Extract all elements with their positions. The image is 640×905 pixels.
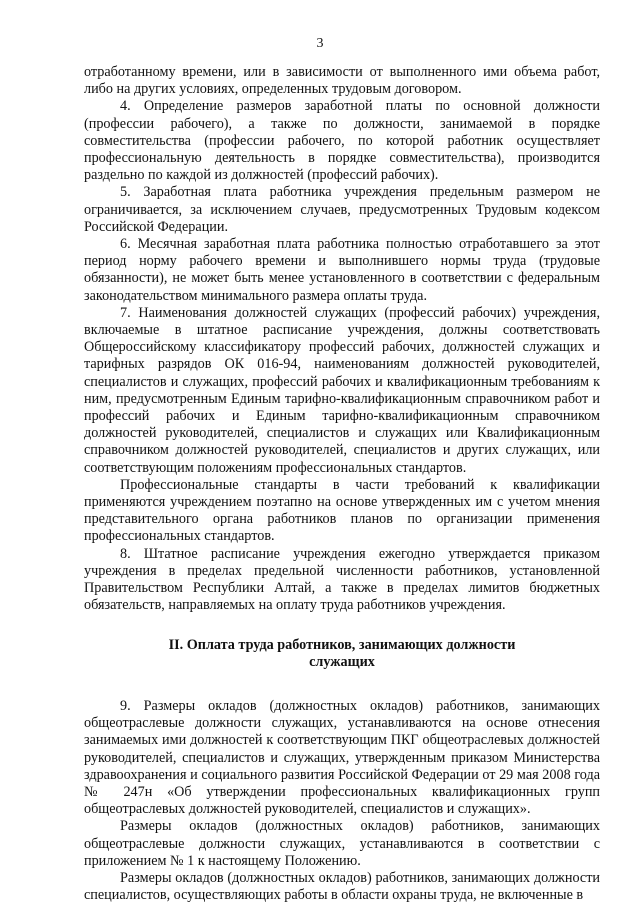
paragraph-professional-standards: Профессиональные стандарты в части требований к квалификации применяются учреждением поэтапно на основе утвержденных им с учетом мнения представительного органа работников планов по организации применения профессиональных стандартов.: [84, 476, 600, 545]
paragraph-labor-safety: Размеры окладов (должностных окладов) работников, занимающих должности специалистов, осуществляющих работы в области охраны труда, не включенные в: [84, 869, 600, 904]
section-title: [84, 637, 600, 671]
paragraph-item-8: 8. Штатное расписание учреждения ежегодно утверждается приказом учреждения в пределах предельной численности работников, установленной Правительством Республики Алтай, а также в пределах лимитов бюджетных обязательств, направляемых на оплату труда работников учреждения.: [84, 545, 600, 614]
paragraph-salary-appendix: Размеры окладов (должностных окладов) работников, занимающих общеотраслевые должности служащих, устанавливаются в соответствии с приложением № 1 к настоящему Положению.: [84, 818, 600, 869]
page-number: 3: [316, 36, 324, 51]
paragraph-item-6: 6. Месячная заработная плата работника полностью отработавшего за этот период норму рабочего времени и выполнившего нормы труда (трудовые обязанности), не может быть менее установленного в соответствии с федеральным законодательством минимального размера оплаты труда.: [84, 236, 600, 304]
paragraph-item-9: 9. Размеры окладов (должностных окладов) работников, занимающих общеотраслевые должности служащих, устанавливаются на основе отнесения занимаемых ими должностей к соответствующим ПКГ общеотраслевых должностей руководителей, специалистов и служащих, утвержденным приказом Министерства здравоохранения и социального развития Российской Федерации от 29 мая 2008 года № 247н «Об утверждении профессиональных квалификационных групп общеотраслевых должностей руководителей, специалистов и служащих».: [84, 697, 600, 818]
paragraph-item-5: 5. Заработная плата работника учреждения предельным размером не ограничивается, за исключением случаев, предусмотренных Трудовым кодексом Российской Федерации.: [84, 184, 600, 235]
paragraph-item-7: 7. Наименования должностей служащих (профессий рабочих) учреждения, включаемые в штатное расписание учреждения, должны соответствовать Общероссийскому классификатору профессий рабочих, должностей служащих и тарифных разрядов ОК 016-94, наименованиям должностей руководителей, специалистов и служащих, профессий рабочих и квалификационным требованиям к ним, предусмотренным Единым тарифно-квалификационным справочником работ и профессий рабочих и Единым тарифно-квалификационным справочником должностей руководителей, специалистов и служащих или Квалификационным справочником должностей руководителей, специалистов и других служащих, или соответствующим положениям профессиональных стандартов.: [84, 304, 600, 476]
section-title-line-1: II. Оплата труда работников, занимающих должности: [168, 636, 516, 653]
document-body: [84, 64, 600, 904]
section-title-line-2: служащих: [309, 653, 375, 670]
paragraph-continuation: отработанному времени, или в зависимости от выполненного ими объема работ, либо на других условиях, определенных трудовым договором.: [84, 64, 600, 98]
paragraph-item-4: 4. Определение размеров заработной платы по основной должности (профессии рабочего), а также по должности, занимаемой в порядке совместительства (профессии рабочего, по которой работник осуществляет профессиональную деятельность в порядке совместительства), производится раздельно по каждой из должностей (профессий рабочих).: [84, 98, 600, 184]
